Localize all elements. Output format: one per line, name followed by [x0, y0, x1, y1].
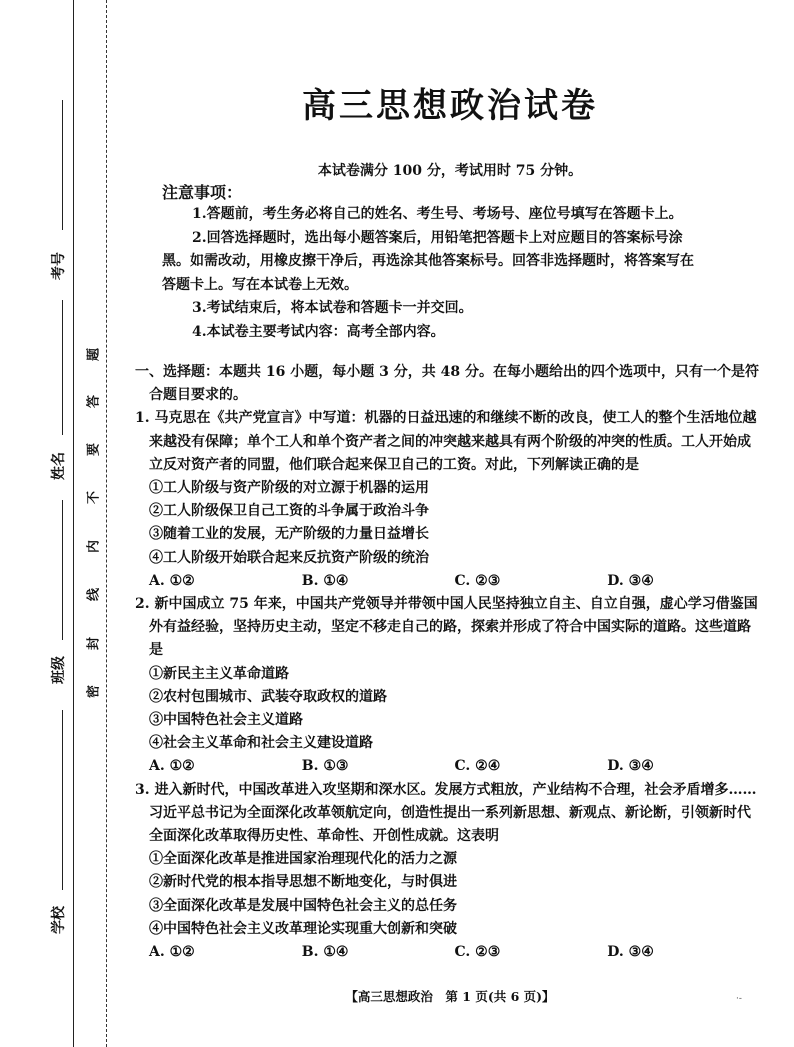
- answer-choice: D. ③④: [607, 944, 654, 961]
- name-label: 姓名: [51, 452, 67, 480]
- page-title: 高三思想政治试卷: [302, 86, 598, 126]
- page-footer: 【高三思想政治 第 1 页(共 6 页)】: [345, 989, 555, 1004]
- notice-item: 3.考试结束后，将本试卷和答题卡一并交回。: [192, 300, 473, 316]
- exam-number-label: 考号: [51, 252, 67, 280]
- binding-line-seal: [106, 0, 107, 1047]
- notice-item: 黑。如需改动，用橡皮擦干净后，再选涂其他答案标号。回答非选择题时，将答案写在: [162, 253, 694, 269]
- notice-item: 4.本试卷主要考试内容：高考全部内容。: [192, 323, 445, 340]
- answer-choices: [135, 570, 760, 593]
- answer-choice: B. ①④: [301, 944, 349, 961]
- school-label: 学校: [51, 906, 67, 934]
- answer-choice: A. ①②: [149, 758, 195, 775]
- question-stem: 1. 马克思在《共产党宣言》中写道：机器的日益迅速的和继续不断的改良，使工人的整个生活地位越来越没有保障；单个工人和单个资产者之间的冲突越来越具有两个阶级的冲突的性质。工人开始成立反对资产者的同盟，他们联合起来保卫自己的工资。对此，下列解读正确的是: [135, 410, 757, 473]
- seal-char: 密: [86, 685, 102, 699]
- class-field: [62, 500, 63, 640]
- answer-choice: B. ①④: [301, 572, 349, 589]
- question-option: ④中国特色社会主义改革理论实现重大创新和突破: [149, 920, 457, 937]
- question-option: ②工人阶级保卫自己工资的斗争属于政治斗争: [149, 503, 429, 520]
- answer-choices: [135, 755, 760, 778]
- question-stem: 2. 新中国成立 75 年来，中国共产党领导并带领中国人民坚持独立自主、自立自强，虚心学习借鉴国外有益经验，坚持历史主动，坚定不移走自己的路，探索并形成了符合中国实际的道路。这些道路是: [135, 596, 758, 659]
- answer-choice: C. ②④: [454, 758, 501, 775]
- class-label: 班级: [51, 656, 67, 684]
- answer-choice: B. ①③: [301, 758, 349, 775]
- seal-char: 内: [86, 540, 102, 554]
- notice-heading: 注意事项：: [162, 183, 243, 202]
- seal-char: 题: [86, 348, 102, 362]
- question-option: ①全面深化改革是推进国家治理现代化的活力之源: [149, 851, 457, 868]
- question-option: ①工人阶级与资产阶级的对立源于机器的运用: [149, 480, 429, 497]
- seal-char: 线: [86, 588, 102, 602]
- question-option: ③全面深化改革是发展中国特色社会主义的总任务: [149, 897, 457, 914]
- answer-choice: C. ②③: [454, 572, 501, 589]
- question-option: ③随着工业的发展，无产阶级的力量日益增长: [149, 526, 429, 543]
- question-option: ①新民主主义革命道路: [149, 665, 289, 682]
- school-field: [62, 710, 63, 890]
- question-option: ④社会主义革命和社会主义建设道路: [149, 735, 373, 752]
- answer-choice: C. ②③: [454, 944, 501, 961]
- seal-char: 答: [86, 395, 102, 409]
- question-option: ②农村包围城市、武装夺取政权的道路: [149, 688, 387, 705]
- question-stem: 3. 进入新时代，中国改革进入攻坚期和深水区。发展方式粗放，产业结构不合理，社会矛盾增多……习近平总书记为全面深化改革领航定向，创造性提出一系列新思想、新观点、新论断，引领新时代全面深化改革取得历史性、革命性、开创性成就。这表明: [135, 781, 757, 845]
- notice-item: 1.答题前，考生务必将自己的姓名、考生号、考场号、座位号填写在答题卡上。: [192, 206, 683, 222]
- footer-mark: ·-: [736, 994, 742, 1004]
- answer-choice: A. ①②: [149, 572, 195, 589]
- answer-choice: A. ①②: [149, 944, 195, 961]
- notice-item: 2.回答选择题时，选出每小题答案后，用铅笔把答题卡上对应题目的答案标号涂: [192, 229, 683, 246]
- answer-choice: D. ③④: [607, 572, 654, 589]
- notice-item: 答题卡上。写在本试卷上无效。: [162, 276, 358, 293]
- answer-choices: [135, 941, 760, 964]
- question-option: ④工人阶级开始联合起来反抗资产阶级的统治: [149, 549, 429, 566]
- notice-list: [162, 203, 742, 344]
- question-option: ③中国特色社会主义道路: [149, 712, 303, 729]
- answer-choice: D. ③④: [607, 758, 654, 775]
- question-option: ②新时代党的根本指导思想不断地变化，与时俱进: [149, 874, 457, 891]
- exam-info: 本试卷满分 100 分，考试用时 75 分钟。: [317, 163, 583, 179]
- seal-char: 封: [86, 637, 102, 651]
- exam-number-field: [62, 100, 63, 230]
- section-heading: 一、选择题：本题共 16 小题，每小题 3 分，共 48 分。在每小题给出的四个选项中，只有一个是符合题目要求的。: [135, 364, 759, 404]
- seal-char: 要: [86, 443, 102, 457]
- seal-char: 不: [86, 491, 102, 505]
- binding-line-outer: [73, 0, 74, 1047]
- name-field: [62, 300, 63, 435]
- question-section: [135, 361, 760, 964]
